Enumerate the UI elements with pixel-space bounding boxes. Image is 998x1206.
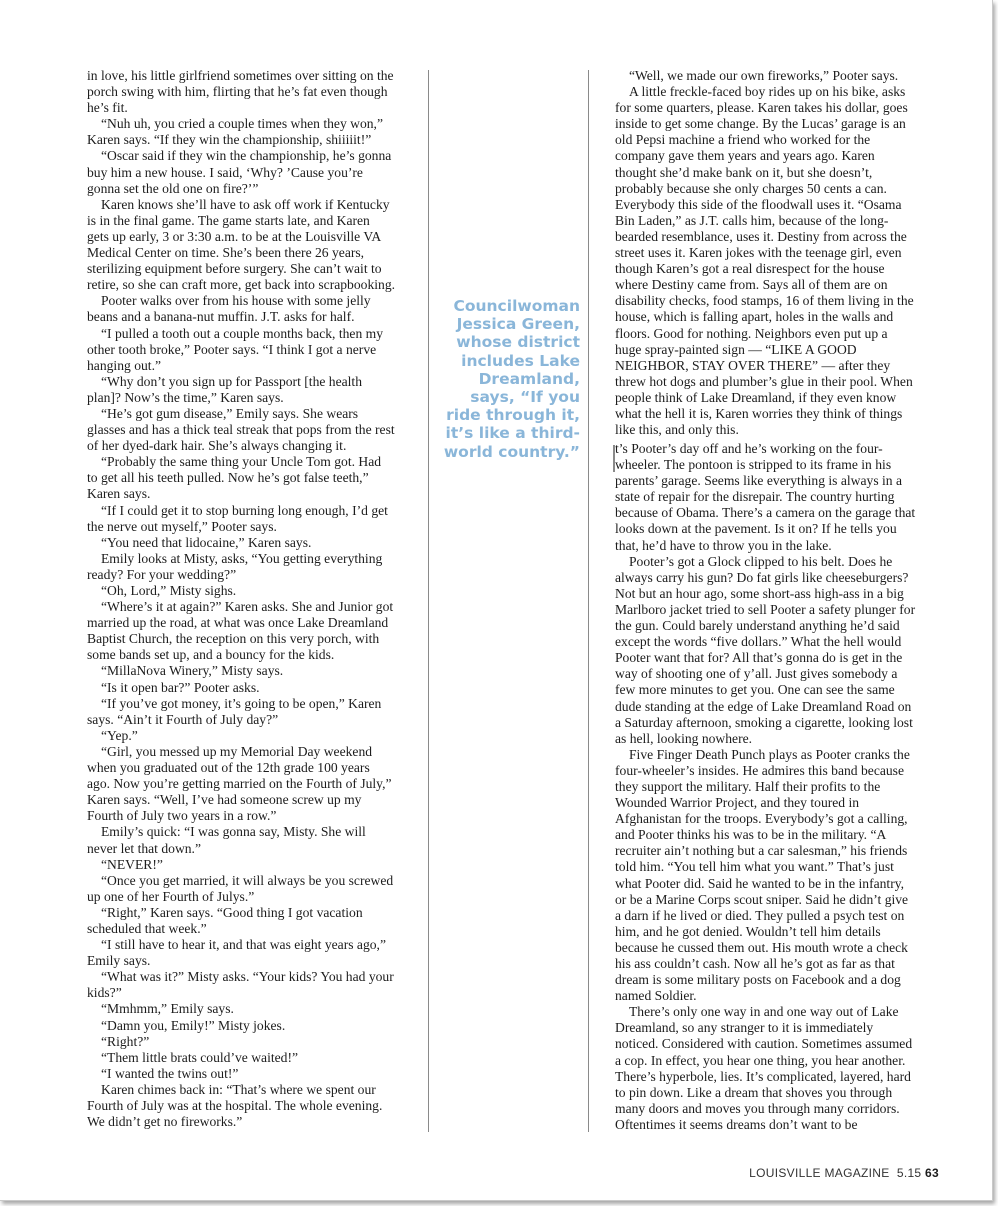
paragraph: “NEVER!” [101,856,163,872]
paragraph: “I still have to hear it, and that was eight years ago,” Emily says. [87,937,386,969]
paragraph: “Is it open bar?” Pooter asks. [101,679,260,695]
paragraph: “Them little brats could’ve waited!” [101,1049,299,1065]
paragraph: “Right,” Karen says. “Good thing I got vacation scheduled that week.” [87,904,363,936]
paragraph: Emily looks at Misty, asks, “You getting everything ready? For your wedding?” [87,550,383,582]
issue-date: 5.15 [896,1166,922,1180]
paragraph: “Why don’t you sign up for Passport [the health plan]? Now’s the time,” Karen says. [87,373,363,405]
paragraph: “What was it?” Misty asks. “Your kids? You had your kids?” [87,969,394,1001]
column-divider-right [588,70,589,1132]
paragraph: Karen knows she’ll have to ask off work if Kentucky is in the final game. The game starts late, and Karen gets up early, 3 or 3:30 a.m. to be at the Louisville VA Medical Center on time. She’s been there 26 years, sterilizing equipment before surgery. She can’t wait to retire, so she can craft more, get back into scrapbooking. [87,196,396,293]
paragraph: Pooter’s got a Glock clipped to his belt. Does he always carry his gun? Do fat girls like cheeseburgers? Not but an hour ago, some short-ass high-ass in a big Marlboro jacket tried to sell Pooter a safety plunger for the gun. Could barely understand anything he’d said except the words “five dollars.” What the hell would Pooter want that for? All that’s gonna do is get in the way of shooting one of y’all. Just gives somebody a few more minutes to get you. One can see the same dude standing at the edge of Lake Dreamland Road on a Saturday afternoon, smoking a cigarette, looking lost as hell, looking nowhere. [615,553,916,746]
paragraph: “MillaNova Winery,” Misty says. [101,663,284,679]
paragraph: “Right?” [101,1033,150,1049]
paragraph: in love, his little girlfriend sometimes over sitting on the porch swing with him, flirting that he’s fat even though he’s fit. [87,68,394,116]
right-column-section [615,441,917,1133]
paragraph: “Probably the same thing your Uncle Tom got. Had to get all his teeth pulled. Now he’s got false teeth,” Karen says. [87,454,382,502]
paragraph: “Oscar said if they win the championship, he’s gonna buy him a new house. I said, ‘Why? ’Cause you’re gonna set the old one on fire?’” [87,148,392,196]
right-column-top [615,68,917,438]
paragraph: “Damn you, Emily!” Misty jokes. [101,1017,286,1033]
paragraph: “Girl, you messed up my Memorial Day weekend when you graduated out of the 12th grade 100 years ago. Now you’re getting married on the Fourth of July,” Karen says. “Well, I’ve had someone screw up my Fourth of July two years in a row.” [87,743,392,824]
paragraph: “Well, we made our own fireworks,” Pooter says. [629,68,899,83]
left-column [87,68,395,1130]
paragraph: “Where’s it at again?” Karen asks. She and Junior got married up the road, at what was once Lake Dreamland Baptist Church, the reception on this very porch, with some bands set up, and a bouncy for the kids. [87,599,394,663]
paragraph: Five Finger Death Punch plays as Pooter cranks the four-wheeler’s insides. He admires this band because they support the military. Half their profits to the Wounded Warrior Project, and they toured in Afghanistan for the troops. Everybody’s got a calling, and Pooter thinks his was to be in the military. “A recruiter ain’t nothing but a car salesman,” his friends told him. “You tell him what you want.” That’s just what Pooter did. Said he wanted to be in the infantry, or be a Marine Corps scout sniper. Said he didn’t give a darn if he lived or died. They pulled a psych test on him, and he got denied. Wouldn’t tell him details because he cussed them out. His mouth wrote a check his ass couldn’t cash. Now all he’s got as far as that dream is some military posts on Facebook and a dog named Soldier. [615,746,910,1004]
page-footer [749,1166,939,1180]
paragraph: t’s Pooter’s day off and he’s working on the four-wheeler. The pontoon is stripped to its frame in his parents’ garage. Seems like everything is always in a state of repair for the disrepair. The country hurting because of Obama. There’s a camera on the garage that looks down at the pavement. Is it on? If he tells you that, he’d have to throw you in the lake. [615,441,916,553]
paragraph: “I wanted the twins out!” [101,1065,239,1081]
column-divider-left [428,70,429,1132]
paragraph: “If you’ve got money, it’s going to be open,” Karen says. “Ain’t it Fourth of July day?” [87,695,382,727]
page-number: 63 [925,1166,939,1180]
paragraph: “You need that lidocaine,” Karen says. [101,534,312,550]
paragraph: “He’s got gum disease,” Emily says. She wears glasses and has a thick teal streak that pops from the rest of her dyed-dark hair. She’s always changing it. [87,405,395,454]
paragraph: “Yep.” [101,727,138,743]
paragraph: Pooter walks over from his house with some jelly beans and a banana-nut muffin. J.T. asks for half. [87,293,371,325]
pull-quote: Councilwoman Jessica Green, whose district includes Lake Dreamland, says, “If you ride through it, it’s like a third-world country.” [443,297,580,461]
paragraph: “Nuh uh, you cried a couple times when they won,” Karen says. “If they win the championship, shiiiiit!” [87,116,383,148]
paragraph: A little freckle-faced boy rides up on his bike, asks for some quarters, please. Karen takes his dollar, goes inside to get some change. By the Lucas’ garage is an old Pepsi machine a friend who worked for the company gave them years and years ago. Karen thought she’d make bank on it, but she doesn’t, probably because she only charges 50 cents a can. Everybody this side of the floodwall uses it. “Osama Bin Laden,” as J.T. calls him, because of the long-bearded resemblance, uses it. Destiny from across the street uses it. Karen jokes with the teenage girl, even though Karen’s got a real disrespect for the house where Destiny came from. Says all of them are on disability checks, food stamps, 16 of them living in the house, which is falling apart, holes in the walls and floors. Good for nothing. Neighbors even put up a huge spray-painted sign — “LIKE A GOOD NEIGHBOR, STAY OVER THERE” — after they threw hot dogs and plumber’s glue in their pool. When people think of Lake Dreamland, if they even know what the hell it is, Karen worries they think of things like this, and only this. [615,84,914,438]
paragraph: “Mmhmm,” Emily says. [101,1001,234,1017]
paragraph: “Oh, Lord,” Misty sighs. [101,583,237,598]
paragraph: “I pulled a tooth out a couple months back, then my other tooth broke,” Pooter says. “I think I got a nerve hanging out.” [87,325,384,373]
magazine-name: LOUISVILLE MAGAZINE [749,1166,890,1180]
paragraph: Karen chimes back in: “That’s where we spent our Fourth of July was at the hospital. The whole evening. We didn’t get no fireworks.” [87,1081,383,1130]
paragraph: There’s only one way in and one way out of Lake Dreamland, so any stranger to it is immediately noticed. Considered with caution. Sometimes assumed a cop. In effect, you hear one thing, you hear another. There’s hyperbole, lies. It’s complicated, layered, hard to pin down. Like a dream that shoves you through many doors and moves you through many corridors. Oftentimes it seems dreams don’t want to be [615,1004,913,1132]
paragraph: “Once you get married, it will always be you screwed up one of her Fourth of Julys.” [87,872,394,904]
paragraph: “If I could get it to stop burning long enough, I’d get the nerve out myself,” Pooter says. [87,502,388,534]
paragraph: Emily’s quick: “I was gonna say, Misty. She will never let that down.” [87,824,366,856]
